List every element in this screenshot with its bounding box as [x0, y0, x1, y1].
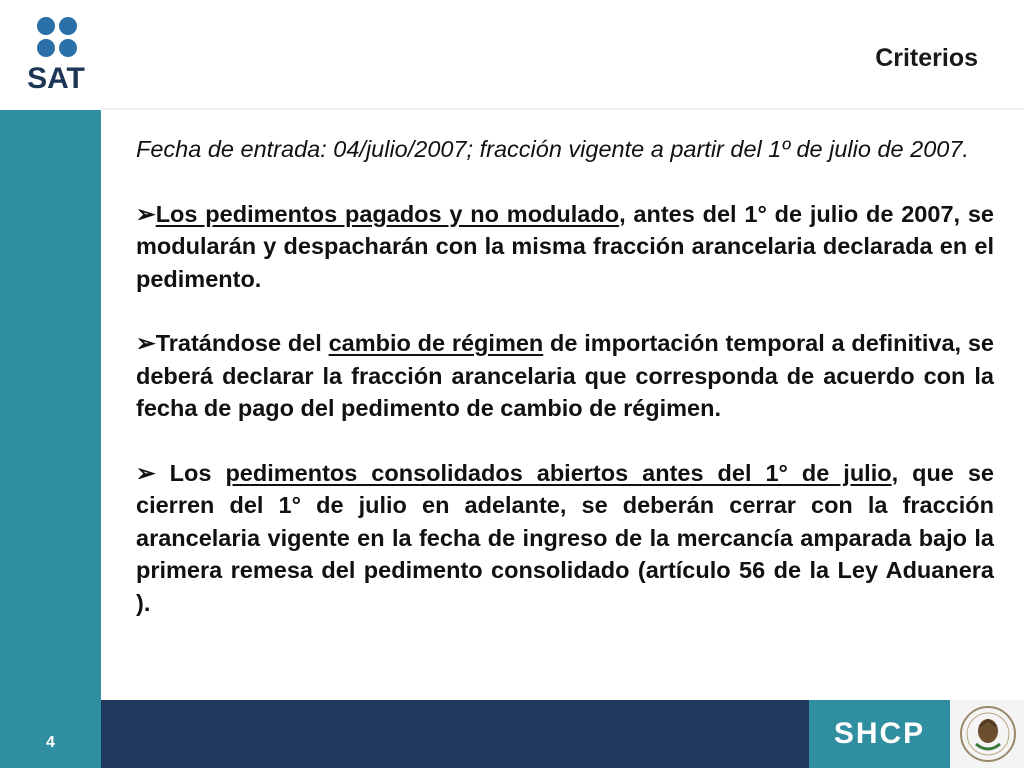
arrow-bullet-icon: ➢ — [136, 200, 156, 227]
bullet-1-text: , antes del 1° de julio de 2007, se modularán y despacharán con la misma fracción arancelaria declarada en el pedimento. — [136, 200, 994, 292]
shcp-logo: SHCP — [809, 700, 950, 768]
sat-logo-text: SAT — [27, 62, 85, 92]
bullet-2-text: de importación temporal a definitiva, se deberá declarar la fracción arancelaria que corresponda de acuerdo con la fecha de pago del pedimento de cambio de régimen. — [136, 330, 994, 421]
sat-logo — [10, 14, 102, 92]
footer — [0, 700, 1024, 768]
bullet-item-2 — [136, 327, 994, 425]
bullet-2-underlined: cambio de régimen — [328, 330, 544, 356]
bullet-item-1 — [136, 198, 994, 296]
mexico-coat-of-arms-icon — [958, 704, 1018, 764]
header-divider — [101, 108, 1024, 110]
page-number: 4 — [46, 734, 55, 751]
slide-content — [136, 133, 994, 619]
left-sidebar-band — [0, 110, 101, 700]
bullet-item-3 — [136, 457, 994, 620]
bullet-1-underlined: Los pedimentos pagados y no modulado — [155, 200, 620, 227]
arrow-bullet-icon: ➢ — [136, 459, 156, 486]
intro-paragraph: Fecha de entrada: 04/julio/2007; fracción vigente a partir del 1º de julio de 2007. — [136, 136, 969, 162]
bullet-3-lead: Los — [155, 459, 226, 486]
bullet-3-underlined: pedimentos consolidados abiertos antes del 1° de julio — [225, 459, 892, 486]
seal-container — [950, 700, 1024, 768]
bullet-3-text: , que se cierren del 1° de julio en adelante, se deberán cerrar con la fracción arancelaria vigente en la fecha de ingreso de la mercancía amparada bajo la primera remesa del pedimento consolidado (artículo 56 de la Ley Aduanera ). — [136, 459, 994, 616]
sat-logo-icon — [10, 14, 102, 92]
bullet-2-lead: Tratándose del — [155, 330, 329, 356]
arrow-bullet-icon: ➢ — [136, 330, 156, 356]
footer-navy-band — [101, 700, 809, 768]
slide-title: Criterios — [875, 44, 978, 72]
